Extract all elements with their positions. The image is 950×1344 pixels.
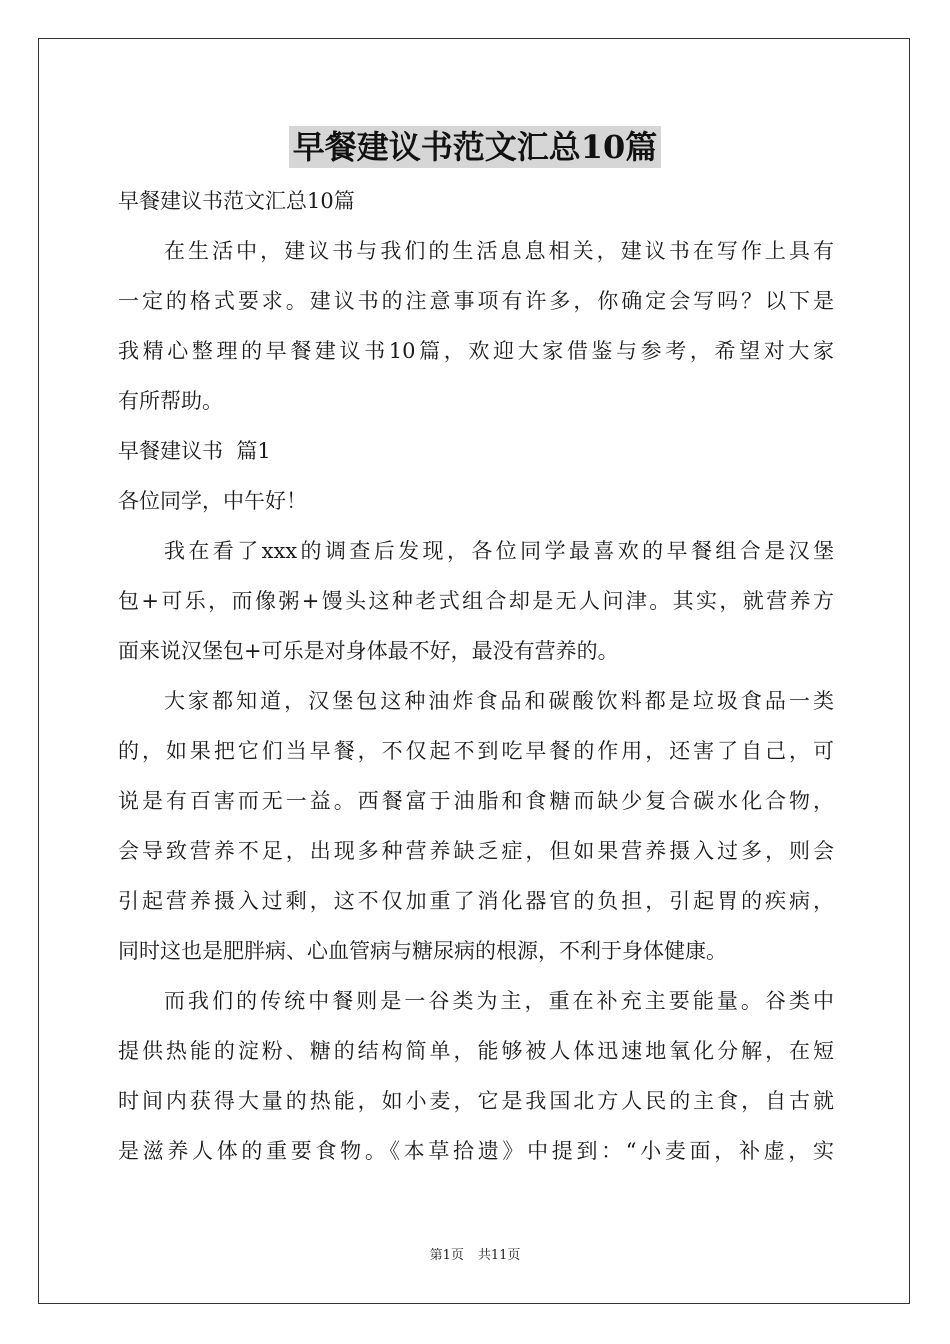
- paragraph-line: 而我们的传统中餐则是一谷类为主，重在补充主要能量。谷类中: [164, 989, 834, 1013]
- paragraph-line: 同时这也是肥胖病、心血管病与糖尿病的根源，不利于身体健康。: [118, 939, 727, 963]
- paragraph-line: 是滋养人体的重要食物。《本草拾遗》中提到：“小麦面，补虚，实: [118, 1139, 834, 1163]
- page-footer: [0, 1247, 950, 1265]
- paragraph-line: 时间内获得大量的热能，如小麦，它是我国北方人民的主食，自古就: [118, 1089, 834, 1113]
- page-total: 共11页: [477, 1248, 521, 1263]
- paragraph-line: 我在看了xxx的调查后发现，各位同学最喜欢的早餐组合是汉堡: [164, 539, 834, 563]
- intro-line: 在生活中，建议书与我们的生活息息相关，建议书在写作上具有: [164, 239, 834, 263]
- paragraph-line: 包+可乐，而像粥+馒头这种老式组合却是无人问津。其实，就营养方: [118, 589, 834, 613]
- paragraph-line: 的，如果把它们当早餐，不仅起不到吃早餐的作用，还害了自己，可: [118, 739, 834, 763]
- greeting: 各位同学，中午好！: [118, 489, 307, 513]
- document-body: [118, 176, 834, 1176]
- paragraph-line: 说是有百害而无一益。西餐富于油脂和食糖而缺少复合碳水化合物，: [118, 789, 834, 813]
- intro-line: 一定的格式要求。建议书的注意事项有许多，你确定会写吗？以下是: [118, 289, 834, 313]
- document-title: 早餐建议书范文汇总10篇: [289, 126, 662, 168]
- section-heading: 早餐建议书 篇1: [118, 439, 271, 463]
- title-container: [0, 126, 950, 168]
- paragraph-line: 提供热能的淀粉、糖的结构简单，能够被人体迅速地氧化分解，在短: [118, 1039, 834, 1063]
- paragraph-line: 会导致营养不足，出现多种营养缺乏症，但如果营养摄入过多，则会: [118, 839, 834, 863]
- document-subtitle: 早餐建议书范文汇总10篇: [118, 189, 355, 213]
- page-number: 第1页: [429, 1248, 464, 1263]
- paragraph-line: 面来说汉堡包+可乐是对身体最不好，最没有营养的。: [118, 639, 619, 663]
- intro-line: 我精心整理的早餐建议书10篇，欢迎大家借鉴与参考，希望对大家: [118, 339, 834, 363]
- paragraph-line: 引起营养摄入过剩，这不仅加重了消化器官的负担，引起胃的疾病，: [118, 889, 834, 913]
- intro-line: 有所帮助。: [118, 389, 223, 413]
- paragraph-line: 大家都知道，汉堡包这种油炸食品和碳酸饮料都是垃圾食品一类: [164, 689, 834, 713]
